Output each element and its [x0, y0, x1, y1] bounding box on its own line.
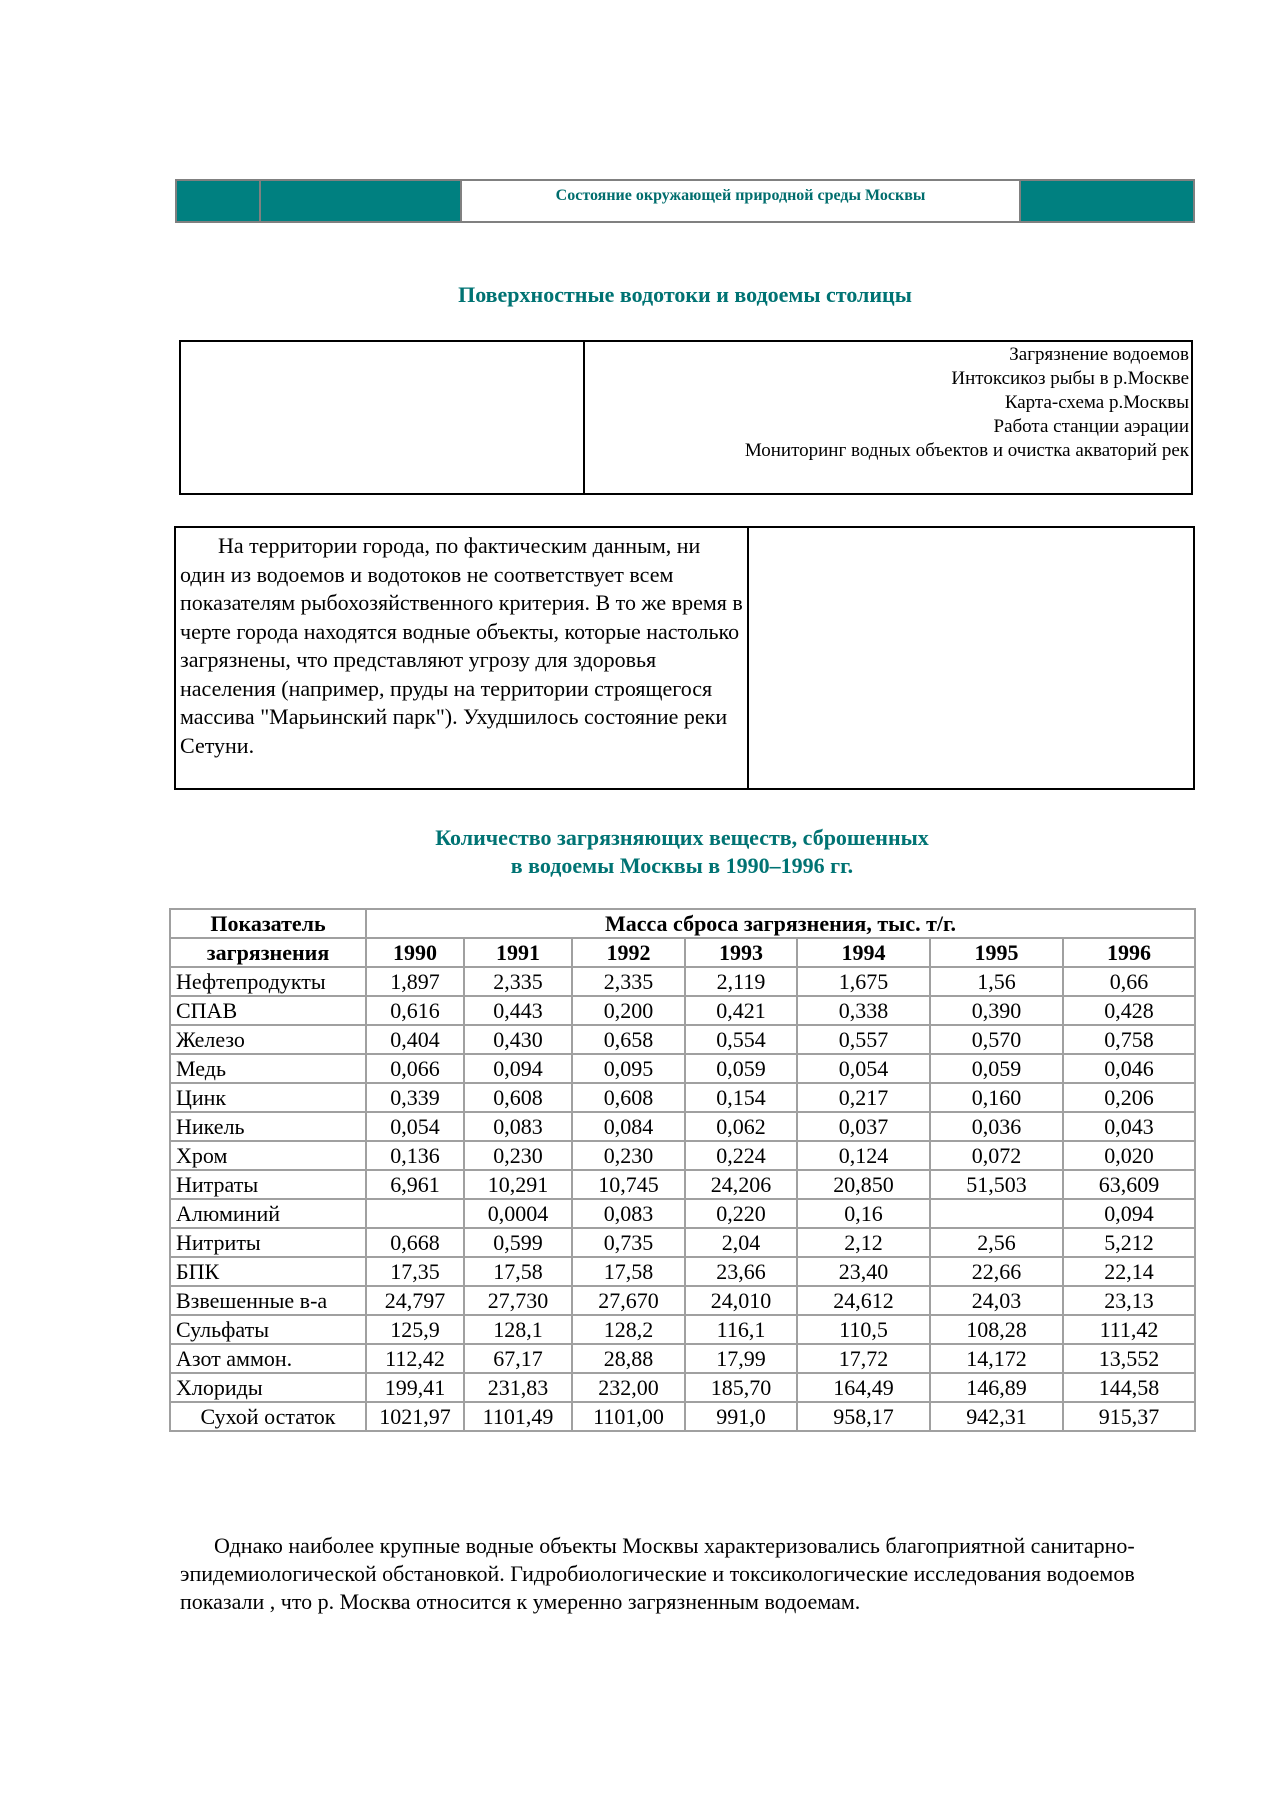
table-row	[170, 1315, 1195, 1344]
row-label: Медь	[170, 1054, 366, 1083]
column-header-year: 1995	[930, 938, 1063, 967]
row-label: Сухой остаток	[170, 1402, 366, 1431]
table-cell: 0,390	[930, 996, 1063, 1025]
table-cell: 63,609	[1063, 1170, 1195, 1199]
row-label: Взвешенные в-а	[170, 1286, 366, 1315]
table-cell: 0,154	[685, 1083, 797, 1112]
row-label: Сульфаты	[170, 1315, 366, 1344]
intro-box	[174, 526, 1195, 790]
table-cell: 0,220	[685, 1199, 797, 1228]
table-cell: 942,31	[930, 1402, 1063, 1431]
section-title: Поверхностные водотоки и водоемы столицы	[458, 282, 912, 307]
table-title	[169, 824, 1195, 880]
table-cell: 0,443	[464, 996, 572, 1025]
table-cell: 0,404	[366, 1025, 464, 1054]
table-cell: 0,430	[464, 1025, 572, 1054]
table-cell: 0,608	[572, 1083, 685, 1112]
header-cell	[261, 181, 462, 221]
header-cell	[177, 181, 261, 221]
table-cell: 24,797	[366, 1286, 464, 1315]
table-cell: 1,897	[366, 967, 464, 996]
table-cell: 0,16	[797, 1199, 930, 1228]
table-cell: 0,084	[572, 1112, 685, 1141]
header-title: Состояние окружающей природной среды Москвы	[462, 181, 1021, 221]
table-cell: 6,961	[366, 1170, 464, 1199]
column-header-indicator: Показатель	[170, 909, 366, 938]
table-cell: 1,56	[930, 967, 1063, 996]
table-cell: 232,00	[572, 1373, 685, 1402]
table-cell: 0,557	[797, 1025, 930, 1054]
intro-empty-cell	[749, 528, 1193, 788]
table-cell: 10,291	[464, 1170, 572, 1199]
table-cell: 0,062	[685, 1112, 797, 1141]
link-item[interactable]: Интоксикоз рыбы в р.Москве	[951, 368, 1189, 389]
column-header-indicator-2: загрязнения	[170, 938, 366, 967]
table-cell: 0,124	[797, 1141, 930, 1170]
table-cell: 0,758	[1063, 1025, 1195, 1054]
column-header-year: 1996	[1063, 938, 1195, 967]
row-label: Цинк	[170, 1083, 366, 1112]
table-cell: 146,89	[930, 1373, 1063, 1402]
table-row	[170, 1083, 1195, 1112]
table-cell: 0,339	[366, 1083, 464, 1112]
table-cell: 125,9	[366, 1315, 464, 1344]
table-cell: 2,56	[930, 1228, 1063, 1257]
table-cell: 23,66	[685, 1257, 797, 1286]
table-cell: 2,12	[797, 1228, 930, 1257]
column-header-year: 1993	[685, 938, 797, 967]
table-row	[170, 1344, 1195, 1373]
table-title-line-1: Количество загрязняющих веществ, сброшенных	[435, 825, 929, 850]
table-cell: 0,66	[1063, 967, 1195, 996]
row-label: Нитраты	[170, 1170, 366, 1199]
table-row	[170, 1170, 1195, 1199]
table-cell: 128,2	[572, 1315, 685, 1344]
table-cell: 0,554	[685, 1025, 797, 1054]
table-cell: 27,730	[464, 1286, 572, 1315]
row-label: Алюминий	[170, 1199, 366, 1228]
table-cell: 22,66	[930, 1257, 1063, 1286]
table-cell: 231,83	[464, 1373, 572, 1402]
table-cell: 0,094	[464, 1054, 572, 1083]
table-cell: 17,58	[572, 1257, 685, 1286]
table-cell: 0,616	[366, 996, 464, 1025]
table-cell: 0,599	[464, 1228, 572, 1257]
table-cell: 24,612	[797, 1286, 930, 1315]
table-cell: 23,40	[797, 1257, 930, 1286]
table-cell: 0,072	[930, 1141, 1063, 1170]
row-label: Нефтепродукты	[170, 967, 366, 996]
table-cell: 0,094	[1063, 1199, 1195, 1228]
table-cell: 24,010	[685, 1286, 797, 1315]
table-cell: 0,0004	[464, 1199, 572, 1228]
table-cell: 17,72	[797, 1344, 930, 1373]
table-cell	[366, 1199, 464, 1228]
table-cell: 0,095	[572, 1054, 685, 1083]
table-cell: 0,160	[930, 1083, 1063, 1112]
table-cell: 0,066	[366, 1054, 464, 1083]
table-cell: 0,046	[1063, 1054, 1195, 1083]
table-cell: 0,136	[366, 1141, 464, 1170]
table-cell: 0,217	[797, 1083, 930, 1112]
table-cell: 20,850	[797, 1170, 930, 1199]
row-label: Хлориды	[170, 1373, 366, 1402]
table-row	[170, 996, 1195, 1025]
table-row	[170, 1054, 1195, 1083]
table-cell: 164,49	[797, 1373, 930, 1402]
table-cell: 1101,00	[572, 1402, 685, 1431]
links-empty-cell	[181, 342, 585, 493]
table-cell: 27,670	[572, 1286, 685, 1315]
row-label: БПК	[170, 1257, 366, 1286]
table-cell: 958,17	[797, 1402, 930, 1431]
column-header-year: 1994	[797, 938, 930, 967]
table-row	[170, 1373, 1195, 1402]
table-cell: 991,0	[685, 1402, 797, 1431]
table-cell: 0,083	[572, 1199, 685, 1228]
table-cell: 0,668	[366, 1228, 464, 1257]
table-cell: 0,206	[1063, 1083, 1195, 1112]
table-header-row	[170, 909, 1195, 938]
table-cell: 51,503	[930, 1170, 1063, 1199]
table-cell: 0,020	[1063, 1141, 1195, 1170]
links-list	[585, 342, 1191, 493]
table-cell: 0,054	[797, 1054, 930, 1083]
table-title-line-2: в водоемы Москвы в 1990–1996 гг.	[510, 853, 854, 878]
links-table	[179, 340, 1193, 495]
link-item[interactable]: Работа станции аэрации	[993, 416, 1189, 437]
table-cell: 0,658	[572, 1025, 685, 1054]
row-label: Хром	[170, 1141, 366, 1170]
table-row	[170, 1199, 1195, 1228]
table-cell: 0,338	[797, 996, 930, 1025]
table-cell: 111,42	[1063, 1315, 1195, 1344]
table-cell: 108,28	[930, 1315, 1063, 1344]
table-cell: 1,675	[797, 967, 930, 996]
table-cell: 0,059	[685, 1054, 797, 1083]
table-cell: 128,1	[464, 1315, 572, 1344]
table-row	[170, 1257, 1195, 1286]
table-cell: 0,043	[1063, 1112, 1195, 1141]
column-header-year: 1992	[572, 938, 685, 967]
table-cell: 0,037	[797, 1112, 930, 1141]
table-cell: 0,036	[930, 1112, 1063, 1141]
table-years-row	[170, 938, 1195, 967]
table-cell: 0,224	[685, 1141, 797, 1170]
row-label: Нитриты	[170, 1228, 366, 1257]
row-label: Железо	[170, 1025, 366, 1054]
table-cell: 1101,49	[464, 1402, 572, 1431]
header-bar	[175, 179, 1195, 223]
table-cell: 1021,97	[366, 1402, 464, 1431]
table-cell: 14,172	[930, 1344, 1063, 1373]
table-cell: 112,42	[366, 1344, 464, 1373]
table-cell: 5,212	[1063, 1228, 1195, 1257]
table-cell: 2,119	[685, 967, 797, 996]
table-cell: 17,35	[366, 1257, 464, 1286]
table-row	[170, 1402, 1195, 1431]
table-row	[170, 1286, 1195, 1315]
intro-text: На территории города, по фактическим данным, ни один из водоемов и водотоков не соответствует всем показателям рыбохозяйственного критерия. В то же время в черте города находятся водные объекты, которые настолько загрязнены, что представляют угрозу для здоровья населения (например, пруды на территории строящегося массива "Марьинский парк"). Ухудшилось состояние реки Сетуни.	[176, 528, 749, 788]
link-item[interactable]: Загрязнение водоемов	[1009, 344, 1189, 365]
table-cell: 2,04	[685, 1228, 797, 1257]
table-row	[170, 1228, 1195, 1257]
outro-text: Однако наиболее крупные водные объекты Москвы характеризовались благоприятной санитарно-эпидемиологической обстановкой. Гидробиологические и токсикологические исследования водоемов показали , что р. Москва относится к умеренно загрязненным водоемам.	[180, 1533, 1135, 1614]
table-body	[170, 967, 1195, 1431]
table-cell	[930, 1199, 1063, 1228]
column-header-year: 1991	[464, 938, 572, 967]
column-header-mass: Масса сброса загрязнения, тыс. т/г.	[366, 909, 1195, 938]
table-cell: 17,99	[685, 1344, 797, 1373]
link-item[interactable]: Мониторинг водных объектов и очистка акваторий рек	[744, 440, 1189, 461]
table-cell: 22,14	[1063, 1257, 1195, 1286]
table-cell: 0,230	[572, 1141, 685, 1170]
table-cell: 0,570	[930, 1025, 1063, 1054]
table-cell: 23,13	[1063, 1286, 1195, 1315]
table-row	[170, 1025, 1195, 1054]
table-cell: 24,206	[685, 1170, 797, 1199]
row-label: Никель	[170, 1112, 366, 1141]
table-cell: 13,552	[1063, 1344, 1195, 1373]
table-cell: 116,1	[685, 1315, 797, 1344]
table-cell: 24,03	[930, 1286, 1063, 1315]
table-cell: 10,745	[572, 1170, 685, 1199]
column-header-year: 1990	[366, 938, 464, 967]
table-row	[170, 1112, 1195, 1141]
table-cell: 185,70	[685, 1373, 797, 1402]
table-cell: 0,083	[464, 1112, 572, 1141]
table-cell: 0,054	[366, 1112, 464, 1141]
table-row	[170, 967, 1195, 996]
table-cell: 28,88	[572, 1344, 685, 1373]
table-cell: 0,200	[572, 996, 685, 1025]
table-cell: 2,335	[464, 967, 572, 996]
table-cell: 0,428	[1063, 996, 1195, 1025]
header-cell	[1021, 181, 1193, 221]
row-label: СПАВ	[170, 996, 366, 1025]
pollution-table	[169, 908, 1196, 1432]
table-cell: 67,17	[464, 1344, 572, 1373]
table-cell: 0,421	[685, 996, 797, 1025]
table-row	[170, 1141, 1195, 1170]
table-cell: 17,58	[464, 1257, 572, 1286]
table-cell: 0,608	[464, 1083, 572, 1112]
table-cell: 199,41	[366, 1373, 464, 1402]
link-item[interactable]: Карта-схема р.Москвы	[1004, 392, 1189, 413]
table-cell: 2,335	[572, 967, 685, 996]
table-cell: 915,37	[1063, 1402, 1195, 1431]
table-cell: 0,230	[464, 1141, 572, 1170]
table-cell: 110,5	[797, 1315, 930, 1344]
table-cell: 144,58	[1063, 1373, 1195, 1402]
table-cell: 0,059	[930, 1054, 1063, 1083]
table-cell: 0,735	[572, 1228, 685, 1257]
row-label: Азот аммон.	[170, 1344, 366, 1373]
